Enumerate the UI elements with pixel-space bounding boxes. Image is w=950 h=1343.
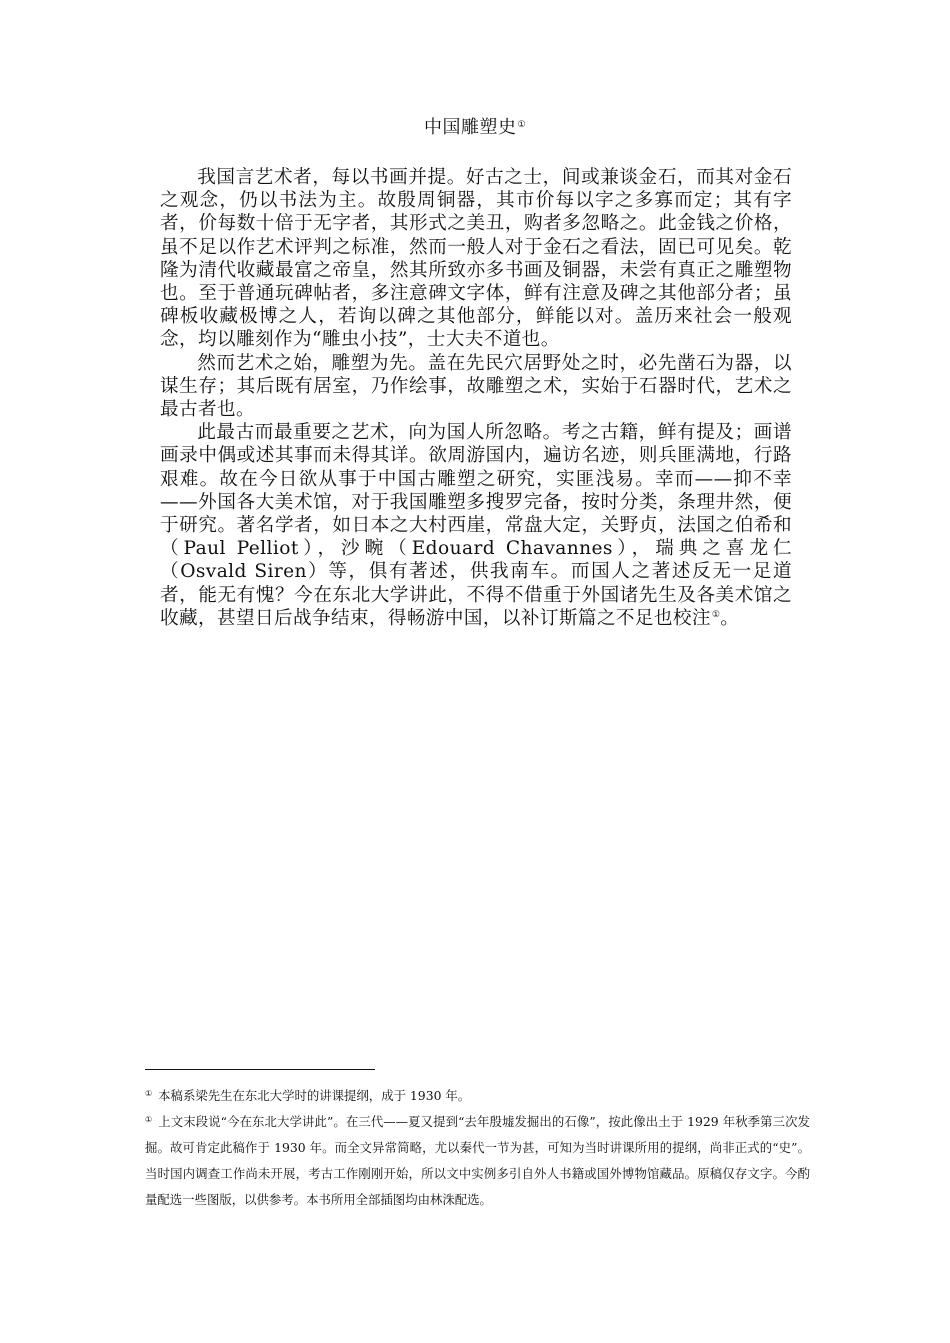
page-title bbox=[0, 116, 950, 140]
footnote-2-mark: ① bbox=[145, 1115, 153, 1124]
paragraph-1: 我国言艺术者，每以书画并提。好古之士，间或兼谈金石，而其对金石之观念，仍以书法为主。故殷周铜器，其市价每以字之多寡而定；其有字者，价每数十倍于无字者，其形式之美丑，购者多忽略之。此金钱之价格，虽不足以作艺术评判之标准，然而一般人对于金石之看法，固已可见矣。乾隆为清代收藏最富之帝皇，然其所致亦多书画及铜器，未尝有真正之雕塑物也。至于普通玩碑帖者，多注意碑文字体，鲜有注意及碑之其他部分者；虽碑板收藏极博之人，若询以碑之其他部分，鲜能以对。盖历来社会一般观念，均以雕刻作为“雕虫小技”，士大夫不道也。 bbox=[160, 167, 792, 351]
body-text bbox=[160, 166, 792, 630]
paragraph-3-text: 此最古而最重要之艺术，向为国人所忽略。考之古籍，鲜有提及；画谱画录中偶或述其事而未得其详。欲周游国内，遍访名迹，则兵匪满地，行路艰难。故在今日欲从事于中国古雕塑之研究，实匪浅易。幸而——抑不幸——外国各大美术馆，对于我国雕塑多搜罗完备，按时分类，条理井然，便于研究。著名学者，如日本之大村西崖，常盘大定，关野贞，法国之伯希和（Paul Pelliot），沙畹（Edouard Chavannes），瑞典之喜龙仁（Osvald Siren）等，俱有著述，供我南车。而国人之著述反无一足道者，能无有愧？今在东北大学讲此，不得不借重于外国诸先生及各美术馆之收藏，甚望日后战争结束，得畅游中国，以补订斯篇之不足也校注 bbox=[160, 422, 792, 629]
title-note-mark: ① bbox=[517, 120, 527, 130]
footnote-2 bbox=[145, 1109, 810, 1213]
footnote-1 bbox=[145, 1083, 810, 1109]
footnote-2-text: 上文末段说“今在东北大学讲此”。在三代——夏又提到“去年殷墟发掘出的石像”，按此像出土于 1929 年秋季第三次发掘。故可肯定此稿作于 1930 年。而全文异常简略，尤以秦代一节为甚，可知为当时讲课所用的提纲，尚非正式的“史”。当时国内调查工作尚未开展，考古工作刚刚开始，所以文中实例多引自外人书籍或国外博物馆藏品。原稿仅存文字。今酌量配选一些图版，以供参考。本书所用全部插图均由林洙配选。 bbox=[145, 1114, 810, 1207]
title-text: 中国雕塑史 bbox=[423, 117, 517, 138]
paragraph-3 bbox=[160, 421, 792, 630]
paragraph-3-end: 。 bbox=[720, 607, 740, 629]
footnote-divider bbox=[145, 1069, 375, 1070]
footnote-1-mark: ① bbox=[145, 1089, 153, 1098]
paragraph-3-note-mark: ① bbox=[711, 609, 721, 620]
footnote-1-text: 本稿系梁先生在东北大学时的讲课提纲，成于 1930 年。 bbox=[158, 1088, 471, 1103]
paragraph-2: 然而艺术之始，雕塑为先。盖在先民穴居野处之时，必先凿石为器，以谋生存；其后既有居室，乃作绘事，故雕塑之术，实始于石器时代，艺术之最古者也。 bbox=[160, 352, 792, 421]
footnotes bbox=[145, 1083, 810, 1213]
